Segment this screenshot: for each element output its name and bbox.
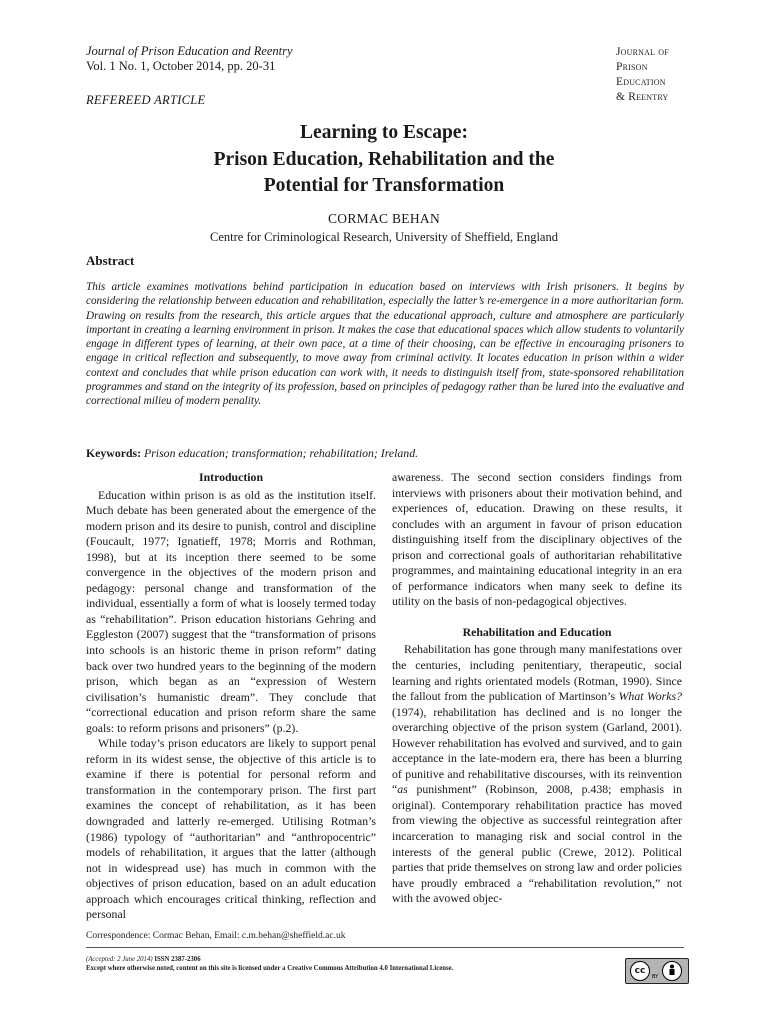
author-name: CORMAC BEHAN bbox=[328, 211, 440, 226]
italic-emphasis: as bbox=[397, 782, 408, 797]
section-heading-introduction: Introduction bbox=[198, 470, 264, 484]
journal-name: Journal of Prison Education and Reentry bbox=[86, 44, 293, 58]
journal-logo bbox=[616, 45, 706, 105]
journal-citation bbox=[86, 44, 293, 74]
license-text: Except where otherwise noted, content on this site is licensed under a Creative Commons Attribution 4.0 International License. bbox=[86, 965, 454, 972]
title-line: Potential for Transformation bbox=[263, 175, 505, 196]
keywords-label: Keywords: bbox=[86, 446, 142, 460]
cc-by-license-badge[interactable] bbox=[625, 958, 689, 984]
italic-title: What Works? bbox=[618, 689, 682, 704]
author-affiliation: Centre for Criminological Research, University of Sheffield, England bbox=[210, 230, 558, 244]
text-run: (1974), rehabilitation has declined and is no longer the overarching objective of the prison system (Garland, 2001). However rehabilitation has evolved and survived, and to gain acceptance in the late-modern era, there has been a blurring of punitive and rehabilitative discourses, with its reinvention “ bbox=[392, 704, 682, 797]
by-label: BY bbox=[652, 974, 659, 980]
accepted-date: (Accepted: 2 June 2014) bbox=[86, 956, 153, 963]
journal-logo-line: & Reentry bbox=[616, 91, 669, 103]
abstract-text: This article examines motivations behind participation in education based on interviews with Irish prisoners. It begins by considering the relationship between education and rehabilitation, especially the latter’s re-emergence in a more authoritarian form. Drawing on results from the research, this article argues that the educational approach, culture and atmosphere are particularly important in creating a learning environment in prison. It makes the case that educational spaces which allow students to voluntarily engage in different types of learning, at their own pace, at a time of their choosing, can be effective in encouraging prisoners to engage in critical reflection and subsequently, to move away from criminal activity. It locates education in prison within a wider context and concludes that while prison education can work with, it needs to distinguish itself from, state-sponsored rehabilitation programmes and stand on the integrity of its profession, based on principles of pedagogy rather than be lured into the evaluative and correctional milieu of modern penality. bbox=[86, 281, 684, 408]
article-type: REFEREED ARTICLE bbox=[86, 93, 206, 107]
title-line: Learning to Escape: bbox=[300, 122, 468, 143]
footer-notes bbox=[86, 955, 606, 973]
journal-logo-line: Journal of bbox=[616, 46, 669, 58]
text-run: Rehabilitation has gone through many manifestations over the centuries, including penitentiary, therapeutic, social learning and rights orientated models (Rotman, 1990). Since the fallout from the publication of Martinson’s bbox=[392, 642, 682, 704]
section-heading-rehabilitation: Rehabilitation and Education bbox=[462, 624, 612, 639]
paragraph bbox=[392, 642, 682, 906]
text-run: punishment” (Robinson, 2008, p.438; emphasis in original). Contemporary rehabilitation practice has moved from viewing the objective as successful reintegration after incarceration to managing risk and social control in the interests of the general public (Crewe, 2012). Political parties that pride themselves on strong law and order policies have proudly embraced a “rehabilitation revolution,” not with the avowed objec- bbox=[392, 782, 682, 906]
person-icon bbox=[662, 961, 682, 981]
footer-divider bbox=[86, 947, 684, 948]
journal-logo-line: Education bbox=[616, 76, 666, 88]
paragraph: While today’s prison educators are likely to support penal reform in its widest sense, the objective of this article is to examine if there is potential for personal reform and transformation in the contemporary prison. The first part examines the concept of rehabilitation, as it has been downgraded and latterly re-emerged. Utilising Rotman’s (1986) typology of “authoritarian” and “anthropocentric” models of rehabilitation, it argues that the latter (although not in widespread use) has much in common with the objectives of prison education, based on an adult education approach which encourages critical thinking, reflection and personal bbox=[86, 736, 376, 922]
paragraph: Education within prison is as old as the institution itself. Much debate has been generated about the emergence of the modern prison and its desire to punish, control and discipline (Foucault, 1977; Ignatieff, 1978; Morris and Rothman, 1998), but at its inception there seemed to be some convergence in the objectives of the modern prison and pedagogy: personal change and transformation of the individual, essentially a form of what is loosely termed today as “rehabilitation”. Prison education historians Gehring and Eggleston (2007) suggest that the “transformation of prisons into schools is an historic theme in prison reform” dating back over two hundred years to the beginning of the modern prison, which began as an “expression of Western civilisation’s humanistic dream”. They conclude that “correctional education and prison reform share the same goals: to reform prisons and prisoners” (p.2). bbox=[86, 487, 376, 735]
abstract-heading: Abstract bbox=[86, 253, 135, 268]
cc-icon: cc bbox=[630, 961, 650, 981]
article-title bbox=[0, 120, 768, 200]
title-line: Prison Education, Rehabilitation and the bbox=[213, 148, 555, 170]
paragraph: awareness. The second section considers findings from interviews with prisoners about their motivation behind, and experiences of, education. Drawing on these results, it concludes with an argument in favour of prison education distinguishing itself from the disciplinary objectives of the prison and correctional goals of authoritarian rehabilitative programmes, and maintaining educational integrity in an era of performance indicators when many seek to define its utility on the basis of non-pedagogical objectives. bbox=[392, 470, 682, 609]
keywords-value: Prison education; transformation; rehabilitation; Ireland. bbox=[144, 446, 419, 460]
keywords bbox=[86, 446, 684, 461]
issn: ISSN 2387-2306 bbox=[154, 956, 201, 963]
body-column-right bbox=[392, 470, 682, 907]
body-column-left bbox=[86, 470, 376, 923]
correspondence: Correspondence: Cormac Behan, Email: c.m.behan@sheffield.ac.uk bbox=[86, 931, 346, 941]
volume-info: Vol. 1 No. 1, October 2014, pp. 20-31 bbox=[86, 59, 276, 73]
journal-logo-line: Prison bbox=[616, 61, 648, 73]
